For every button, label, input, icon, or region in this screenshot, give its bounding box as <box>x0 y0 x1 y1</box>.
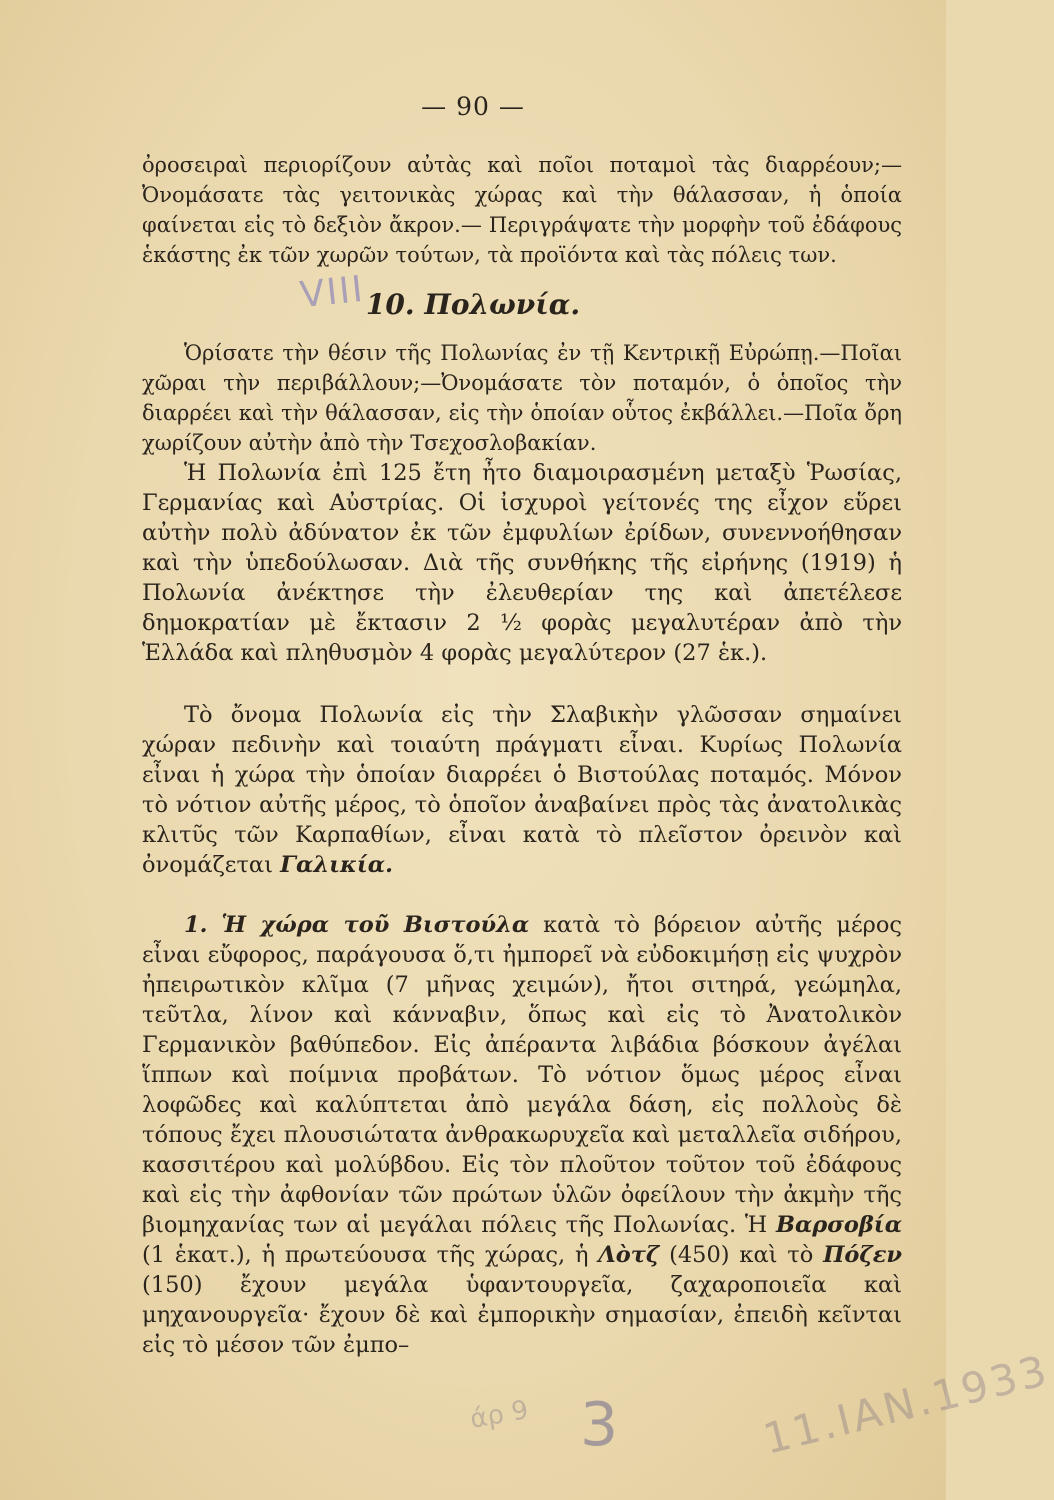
questions-paragraph <box>142 338 902 460</box>
paragraph-name-body: Τὸ ὄνομα Πολωνία εἰς τὴν Σλαβικὴν γλῶσσαν σημαίνει χώραν πεδινὴν καὶ τοιαύτη πράγματι εἶναι. Κυρίως Πολωνία εἶναι ἡ χώρα τὴν ὁποίαν διαρρέει ὁ Βιστούλας ποταμός. Μόνον τὸ νότιον αὐτῆς μέρος, τὸ ὁποῖον ἀναβαίνει πρὸς τὰς ἀνατολικὰς κλιτῦς τῶν Καρπαθίων, εἶναι κατὰ τὸ πλεῖστον ὀρεινὸν καὶ ὀνομάζεται <box>142 702 902 878</box>
paragraph-history-text: Ἡ Πολωνία ἐπὶ 125 ἔτη ἦτο διαμοιρασμένη μεταξὺ Ῥωσίας, Γερμανίας καὶ Αὐστρίας. Οἱ ἰσχυροὶ γείτονές της εἶχον εὕρει αὐτὴν πολὺ ἀδύνατον ἐκ τῶν ἐμφυλίων ἐρίδων, συνεννοήθησαν καὶ τὴν ὑπεδούλωσαν. Διὰ τῆς συνθήκης τῆς εἰρήνης (1919) ἡ Πολωνία ἀνέκτησε τὴν ἐλευθερίαν της καὶ ἀπετέλεσε δημοκρατίαν μὲ ἔκτασιν 2 ½ φορὰς μεγαλυτέραν ἀπὸ τὴν Ἑλλάδα καὶ πληθυσμὸν 4 φορὰς μεγαλύτερον (27 ἑκ.). <box>142 460 902 666</box>
paragraph-vistula <box>142 910 902 1362</box>
intro-text: ὀροσειραὶ περιορίζουν αὐτὰς καὶ ποῖοι ποταμοὶ τὰς διαρρέουν;—Ὀνομάσατε τὰς γειτονικὰς χώρας καὶ τὴν θάλασσαν, ἡ ὁποία φαίνεται εἰς τὸ δεξιὸν ἄκρον.— Περιγράψατε τὴν μορφὴν τοῦ ἐδάφους ἑκάστης ἐκ τῶν χωρῶν τούτων, τὰ προϊόντα καὶ τὰς πόλεις των. <box>142 153 902 267</box>
vistula-body-1: κατὰ τὸ βόρειον αὐτῆς μέρος εἶναι εὔφορος, παράγουσα ὅ,τι ἠμπορεῖ νὰ εὐδοκιμήσῃ εἰς ψυχρὸν ἠπειρωτικὸν κλῖμα (7 μῆνας χειμών), ἤτοι σιτηρά, γεώμηλα, τεῦτλα, λίνον καὶ κάνναβιν, ὅπως καὶ εἰς τὸ Ἀνατολικὸν Γερμανικὸν βαθύπεδον. Εἰς ἀπέραντα λιβάδια βόσκουν ἀγέλαι ἵππων καὶ ποίμνια προβάτων. Τὸ νότιον ὅμως μέρος εἶναι λοφῶδες καὶ καλύπτεται ἀπὸ μεγάλα δάση, εἰς πολλοὺς δὲ τόπους ἔχει πλουσιώτατα ἀνθρακωρυχεῖα καὶ μεταλλεῖα σιδήρου, κασσιτέρου καὶ μολύβδου. Εἰς τὸν πλοῦτον τοῦτον τοῦ ἐδάφους καὶ εἰς τὴν ἀφθονίαν τῶν πρώτων ὑλῶν ὀφείλουν τὴν ἀκμὴν τῆς βιομηχανίας των αἱ μεγάλαι πόλεις τῆς Πολωνίας. Ἡ <box>142 912 902 1238</box>
vistula-body-2: (1 ἑκατ.), ἡ πρωτεύουσα τῆς χώρας, ἡ <box>142 1242 589 1268</box>
item-number: 1. <box>184 912 208 938</box>
section-heading: 10. Πολωνία. <box>365 288 581 321</box>
library-stamp-label: άρ 9 <box>467 1395 531 1435</box>
library-stamp-number: 3 <box>580 1390 619 1460</box>
questions-text: Ὁρίσατε τὴν θέσιν τῆς Πολωνίας ἐν τῇ Κεντρικῇ Εὐρώπῃ.—Ποῖαι χῶραι τὴν περιβάλλουν;—Ὀνομάσατε τὸν ποταμόν, ὁ ὁποῖος τὴν διαρρέει καὶ τὴν θάλασσαν, εἰς τὴν ὁποίαν οὗτος ἐκβάλλει.—Ποῖα ὄρη χωρίζουν αὐτὴν ἀπὸ τὴν Τσεχοσλοβακίαν. <box>142 341 902 455</box>
handwritten-mark: VIII <box>298 268 367 317</box>
paragraph-name-text <box>142 700 902 880</box>
intro-paragraph <box>142 150 902 272</box>
paragraph-history <box>142 458 902 670</box>
lodz-term: Λὸτζ <box>598 1242 660 1268</box>
library-stamp-date: 11.IAN.1933 <box>758 1345 1054 1464</box>
paragraph-vistula-text <box>142 910 902 1360</box>
vistula-body-4: (150) ἔχουν μεγάλα ὑφαντουργεῖα, ζαχαροποιεῖα καὶ μηχανουργεῖα· ἔχουν δὲ καὶ ἐμπορικὴν σημασίαν, ἐπειδὴ κεῖνται εἰς τὸ μέσον τῶν ἐμπο– <box>142 1272 902 1358</box>
vistula-term: Ἡ χώρα τοῦ Βιστούλα <box>221 912 530 938</box>
paragraph-name <box>142 700 902 882</box>
posen-term: Πόζεν <box>823 1242 903 1268</box>
page-number: — 90 — <box>421 92 525 121</box>
galicia-term: Γαλικία. <box>280 852 393 878</box>
vistula-body-3: (450) καὶ τὸ <box>669 1242 814 1268</box>
warsaw-term: Βαρσοβία <box>775 1212 903 1238</box>
